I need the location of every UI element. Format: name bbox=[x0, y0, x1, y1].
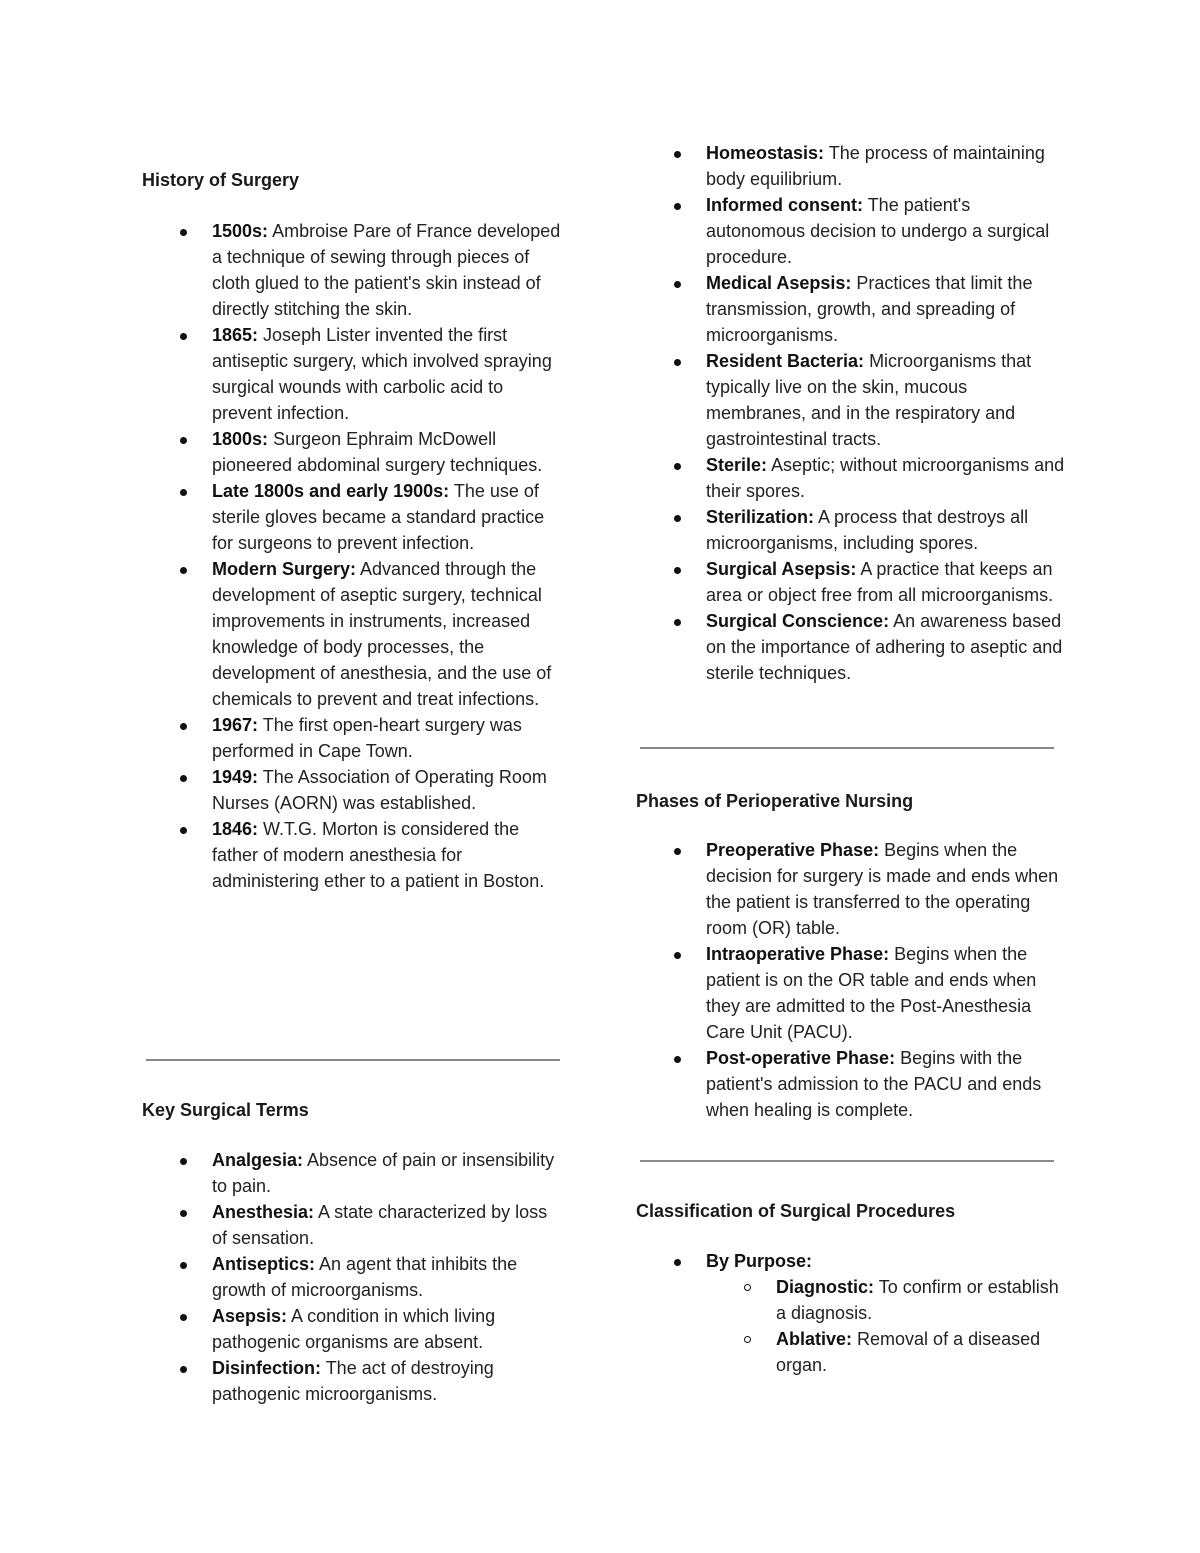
list-item: Sterilization: A process that destroys all microorganisms, including spores. bbox=[636, 504, 1066, 556]
key-terms-list bbox=[142, 1147, 567, 1407]
list-item: Modern Surgery: Advanced through the development of aseptic surgery, technical improvements in instruments, increased knowledge of body processes, the development of anesthesia, and the use of chemicals to prevent and treat infections. bbox=[142, 556, 567, 712]
bullet-icon bbox=[674, 151, 681, 158]
sub-list-item: Diagnostic: To confirm or establish a diagnosis. bbox=[706, 1274, 1066, 1326]
list-item: 1949: The Association of Operating Room Nurses (AORN) was established. bbox=[142, 764, 567, 816]
bullet-icon bbox=[180, 1262, 187, 1269]
history-list bbox=[142, 218, 567, 894]
list-item: Antiseptics: An agent that inhibits the growth of microorganisms. bbox=[142, 1251, 567, 1303]
sub-list-item: Ablative: Removal of a diseased organ. bbox=[706, 1326, 1066, 1378]
bullet-icon bbox=[180, 1314, 187, 1321]
bullet-icon bbox=[674, 463, 681, 470]
purpose-sublist bbox=[706, 1274, 1066, 1378]
list-item: 1865: Joseph Lister invented the first antiseptic surgery, which involved spraying surgical wounds with carbolic acid to prevent infection. bbox=[142, 322, 567, 426]
list-item: Intraoperative Phase: Begins when the patient is on the OR table and ends when they are admitted to the Post-Anesthesia Care Unit (PACU). bbox=[636, 941, 1066, 1045]
list-item: Disinfection: The act of destroying pathogenic microorganisms. bbox=[142, 1355, 567, 1407]
section-divider bbox=[640, 1160, 1054, 1162]
bullet-icon bbox=[180, 723, 187, 730]
list-item: Homeostasis: The process of maintaining body equilibrium. bbox=[636, 140, 1066, 192]
classification-list bbox=[636, 1248, 1066, 1378]
bullet-icon bbox=[180, 827, 187, 834]
section-divider bbox=[640, 747, 1054, 749]
bullet-icon bbox=[180, 333, 187, 340]
bullet-icon bbox=[674, 359, 681, 366]
history-heading: History of Surgery bbox=[142, 170, 300, 190]
list-item: Post-operative Phase: Begins with the patient's admission to the PACU and ends when healing is complete. bbox=[636, 1045, 1066, 1123]
list-item: Asepsis: A condition in which living pathogenic organisms are absent. bbox=[142, 1303, 567, 1355]
classification-heading: Classification of Surgical Procedures bbox=[636, 1201, 956, 1221]
bullet-icon bbox=[674, 952, 681, 959]
bullet-icon bbox=[674, 1056, 681, 1063]
list-item: Analgesia: Absence of pain or insensibility to pain. bbox=[142, 1147, 567, 1199]
list-item: 1846: W.T.G. Morton is considered the father of modern anesthesia for administering ether to a patient in Boston. bbox=[142, 816, 567, 894]
list-item: Surgical Conscience: An awareness based on the importance of adhering to aseptic and sterile techniques. bbox=[636, 608, 1066, 686]
bullet-icon bbox=[674, 515, 681, 522]
bullet-icon bbox=[674, 848, 681, 855]
list-item: Anesthesia: A state characterized by loss of sensation. bbox=[142, 1199, 567, 1251]
bullet-icon bbox=[180, 489, 187, 496]
key-terms-list-continued bbox=[636, 140, 1066, 686]
list-item: Medical Asepsis: Practices that limit the transmission, growth, and spreading of microorganisms. bbox=[636, 270, 1066, 348]
bullet-icon bbox=[674, 203, 681, 210]
bullet-icon bbox=[180, 229, 187, 236]
list-item: 1967: The first open-heart surgery was performed in Cape Town. bbox=[142, 712, 567, 764]
bullet-icon bbox=[180, 1158, 187, 1165]
phases-list bbox=[636, 837, 1066, 1123]
list-item: Sterile: Aseptic; without microorganisms and their spores. bbox=[636, 452, 1066, 504]
list-item: Preoperative Phase: Begins when the decision for surgery is made and ends when the patient is transferred to the operating room (OR) table. bbox=[636, 837, 1066, 941]
bullet-icon bbox=[180, 567, 187, 574]
phases-heading: Phases of Perioperative Nursing bbox=[636, 791, 914, 811]
bullet-icon bbox=[674, 567, 681, 574]
bullet-icon bbox=[180, 437, 187, 444]
bullet-icon bbox=[180, 1366, 187, 1373]
list-item: Resident Bacteria: Microorganisms that typically live on the skin, mucous membranes, and in the respiratory and gastrointestinal tracts. bbox=[636, 348, 1066, 452]
list-item: 1800s: Surgeon Ephraim McDowell pioneered abdominal surgery techniques. bbox=[142, 426, 567, 478]
list-item: Late 1800s and early 1900s: The use of sterile gloves became a standard practice for surgeons to prevent infection. bbox=[142, 478, 567, 556]
bullet-icon bbox=[180, 775, 187, 782]
list-item: By Purpose: Diagnostic: To confirm or establish a diagnosis. Ablative: Removal of a diseased organ. bbox=[636, 1248, 1066, 1378]
bullet-icon bbox=[674, 281, 681, 288]
list-item: 1500s: Ambroise Pare of France developed a technique of sewing through pieces of cloth glued to the patient's skin instead of directly stitching the skin. bbox=[142, 218, 567, 322]
bullet-icon bbox=[674, 619, 681, 626]
hollow-bullet-icon bbox=[744, 1336, 751, 1343]
hollow-bullet-icon bbox=[744, 1284, 751, 1291]
list-item: Surgical Asepsis: A practice that keeps an area or object free from all microorganisms. bbox=[636, 556, 1066, 608]
list-item: Informed consent: The patient's autonomous decision to undergo a surgical procedure. bbox=[636, 192, 1066, 270]
section-divider bbox=[146, 1059, 560, 1061]
bullet-icon bbox=[180, 1210, 187, 1217]
key-terms-heading: Key Surgical Terms bbox=[142, 1100, 309, 1120]
bullet-icon bbox=[674, 1259, 681, 1266]
